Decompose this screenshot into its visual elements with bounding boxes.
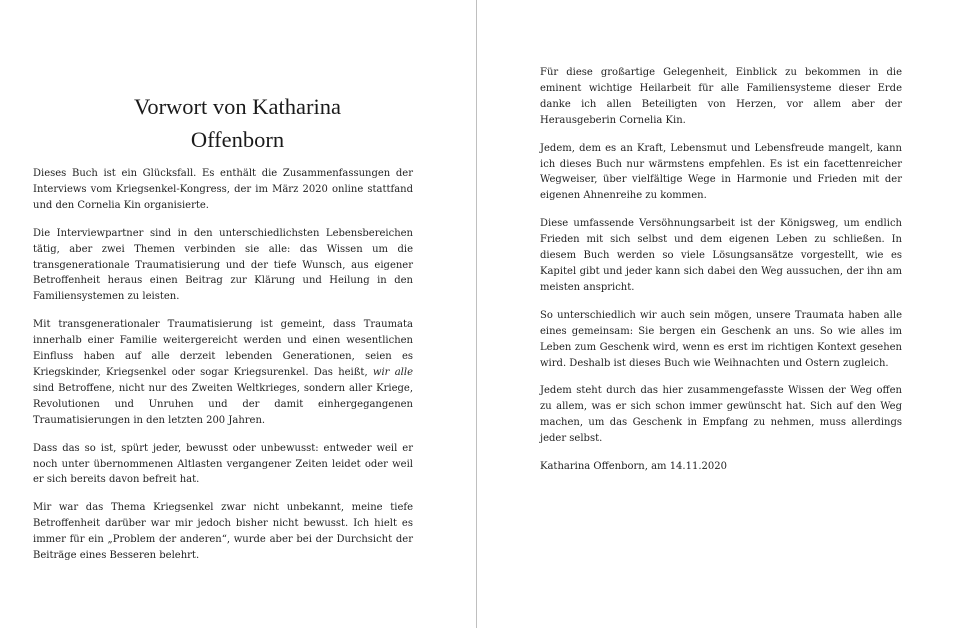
paragraph: Jedem steht durch das hier zusammengefasste Wissen der Weg offen zu allem, was er sich schon immer gewünscht hat. Sich auf den Weg machen, um das Geschenk in Empfang zu nehmen, muss allerdings jeder selbst.: [540, 385, 902, 445]
paragraph: Die Interviewpartner sind in den unterschiedlichsten Lebensbereichen tätig, aber zwei Themen verbinden sie alle: das Wissen um die transgenerationale Traumatisierung und der tiefe Wunsch, aus eigener Betroffenheit heraus einen Beitrag zur Klärung und Heilung in den Familiensystemen zu leisten.: [33, 227, 413, 303]
right-page: [481, 0, 953, 628]
paragraph-text: Mit transgenerationaler Traumatisierung ist gemeint, dass Traumata innerhalb einer Familie weitergereicht werden und einen wesentlichen Einfluss haben auf alle derzeit lebenden Generationen, seien es Kriegskinder, Kriegsenkel oder sogar Kriegsurenkel. Das heißt,: [33, 319, 413, 378]
right-body-text: [540, 65, 902, 487]
paragraph: Jedem, dem es an Kraft, Lebensmut und Lebensfreude mangelt, kann ich dieses Buch nur wärmstens empfehlen. Es ist ein facettenreicher Wegweiser, über vielfältige Wege in Harmonie und Frieden mit der eigenen Ahnenreihe zu kommen.: [540, 142, 902, 202]
emphasis-text: wir alle: [372, 366, 413, 378]
title-line-1: Vorwort von Katharina: [133, 94, 342, 119]
paragraph: Diese umfassende Versöhnungsarbeit ist der Königsweg, um endlich Frieden mit sich selbst und dem eigenen Leben zu schließen. In diesem Buch werden so viele Lösungsansätze vorgestellt, wie es Kapitel gibt und jeder kann sich dabei den Weg aussuchen, der ihn am meisten anspricht.: [540, 218, 902, 293]
paragraph: Für diese großartige Gelegenheit, Einblick zu bekommen in die eminent wichtige Heilarbeit für alle Familiensysteme dieser Erde danke ich allen Beteiligten von Herzen, vor allem aber der Herausgeberin Cornelia Kin.: [540, 67, 902, 126]
left-body-text: [33, 166, 413, 576]
paragraph-text: sind Betroffene, nicht nur des Zweiten Weltkrieges, sondern aller Kriege, Revolutionen und Unruhen und der damit einhergegangenen Traumatisierungen in den letzten 200 Jahren.: [33, 382, 413, 426]
signature: Katharina Offenborn, am 14.11.2020: [540, 461, 727, 473]
paragraph: Mir war das Thema Kriegsenkel zwar nicht unbekannt, meine tiefe Betroffenheit darüber war mir jedoch bisher nicht bewusst. Ich hielt es immer für ein „Problem der anderen“, wurde aber bei der Durchsicht der Beiträge eines Besseren belehrt.: [33, 502, 413, 562]
page-gutter-divider: [476, 0, 477, 628]
paragraph: So unterschiedlich wir auch sein mögen, unsere Traumata haben alle eines gemeinsam: Sie bergen ein Geschenk an uns. So wie alles im Leben zum Geschenk wird, wenn es erst im richtigen Kontext gesehen wird. Deshalb ist dieses Buch wie Weihnachten und Ostern zugleich.: [540, 309, 902, 369]
paragraph: Dass das so ist, spürt jeder, bewusst oder unbewusst: entweder weil er noch unter übernommenen Altlasten vergangener Zeiten leidet oder weil er sich bereits davon befreit hat.: [33, 442, 413, 486]
paragraph: Dieses Buch ist ein Glücksfall. Es enthält die Zusammenfassungen der Interviews vom Kriegsenkel-Kongress, der im März 2020 online stattfand und den Cornelia Kin organisierte.: [33, 168, 413, 211]
page-title: [30, 90, 445, 156]
title-line-2: Offenborn: [190, 127, 285, 152]
paragraph-transgenerational: [33, 317, 413, 428]
left-page: [0, 0, 475, 628]
